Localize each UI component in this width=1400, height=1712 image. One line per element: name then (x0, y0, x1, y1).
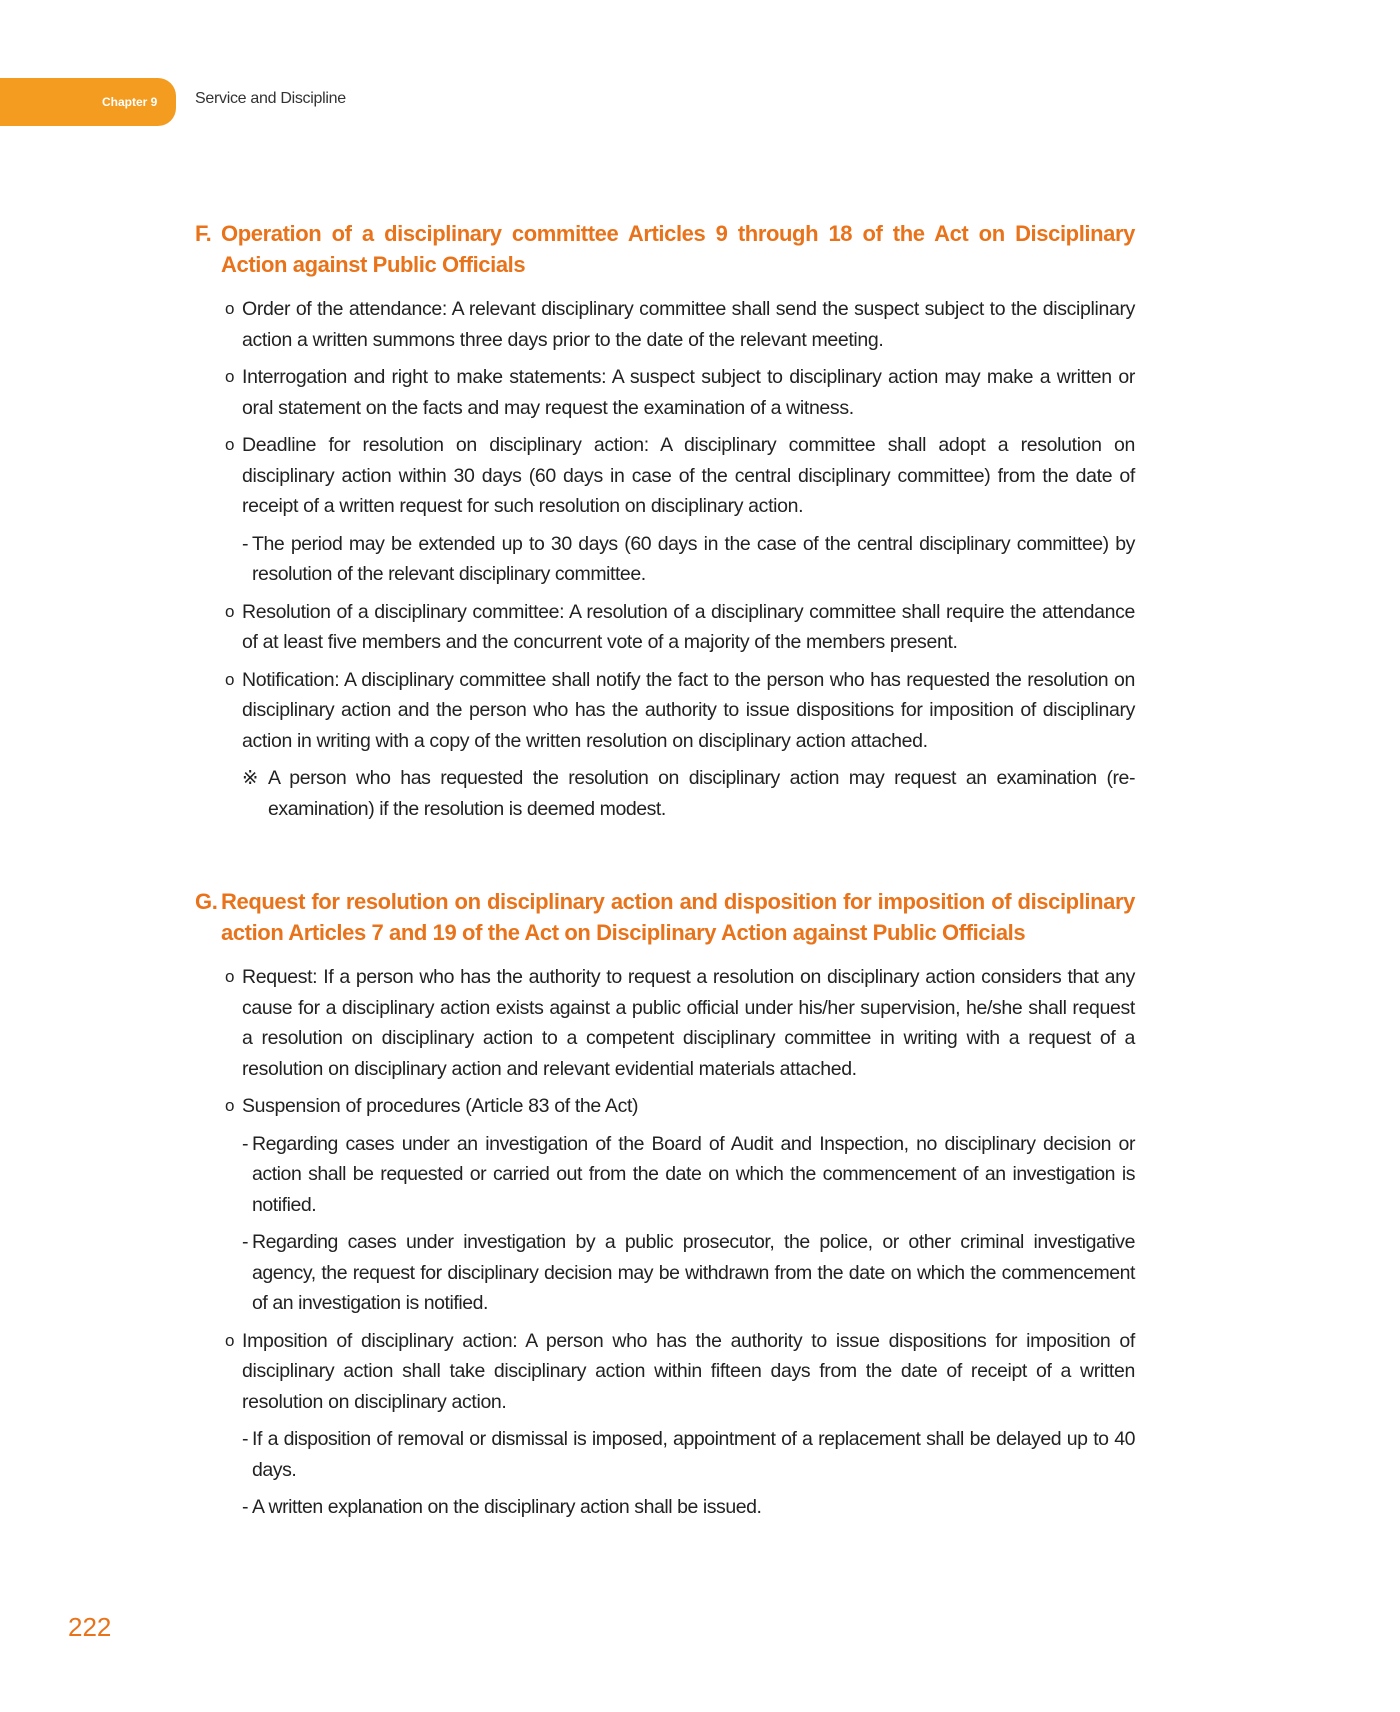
note-item (242, 763, 1135, 824)
list-item-text: Order of the attendance: A relevant disciplinary committee shall send the suspect subject to the disciplinary action a written summons three days prior to the date of the relevant meeting. (242, 298, 1135, 351)
sub-item (242, 1129, 1135, 1221)
sub-item-text: Regarding cases under investigation by a public prosecutor, the police, or other criminal investigative agency, the request for disciplinary decision may be withdrawn from the date on which the commencement of an investigation is notified. (252, 1231, 1135, 1314)
list-item (225, 597, 1135, 658)
sub-item-text: If a disposition of removal or dismissal is imposed, appointment of a replacement shall be delayed up to 40 days. (252, 1428, 1135, 1481)
dash-marker: - (242, 1496, 249, 1518)
page-number: 222 (68, 1612, 112, 1642)
list-item (225, 665, 1135, 757)
section-letter: F. (195, 221, 212, 246)
bullet-circle-icon: o (225, 1330, 235, 1350)
dash-marker: - (242, 1231, 249, 1253)
note-text: A person who has requested the resolution on disciplinary action may request an examination (re-examination) if the resolution is deemed modest. (268, 767, 1135, 820)
sub-item (242, 1492, 1135, 1523)
bullet-circle-icon: o (225, 669, 235, 689)
sub-item-text: Regarding cases under an investigation of the Board of Audit and Inspection, no disciplinary decision or action shall be requested or carried out from the date on which the commencement of an investigation is notified. (252, 1132, 1135, 1216)
section-g (195, 886, 1135, 1523)
dash-marker: - (242, 1132, 249, 1155)
reference-mark-icon: ※ (242, 767, 258, 789)
bullet-circle-icon: o (225, 435, 235, 454)
page-content (195, 218, 1135, 1530)
section-f (195, 218, 1135, 824)
bullet-circle-icon: o (225, 1096, 235, 1115)
dash-marker: - (242, 1428, 249, 1450)
section-letter: G. (195, 889, 218, 914)
dash-marker: - (242, 532, 249, 555)
section-heading (195, 218, 1135, 280)
list-item-text: Resolution of a disciplinary committee: A resolution of a disciplinary committee shall require the attendance of at least five members and the concurrent vote of a majority of the members present. (242, 600, 1135, 653)
list-item-text: Notification: A disciplinary committee shall notify the fact to the person who has requested the resolution on disciplinary action and the person who has the authority to issue dispositions for imposition of disciplinary action in writing with a copy of the written resolution on disciplinary action attached. (242, 668, 1135, 752)
bullet-circle-icon: o (225, 601, 235, 621)
sub-item (242, 1424, 1135, 1485)
bullet-circle-icon: o (225, 967, 235, 986)
bullet-circle-icon: o (225, 299, 235, 318)
list-item-text: Deadline for resolution on disciplinary action: A disciplinary committee shall adopt a resolution on disciplinary action within 30 days (60 days in case of the central disciplinary committee) from the date of receipt of a written request for such resolution on disciplinary action. (242, 434, 1135, 517)
sub-item (242, 1227, 1135, 1319)
sub-item-text: A written explanation on the disciplinary action shall be issued. (252, 1496, 762, 1518)
list-item-text: Suspension of procedures (Article 83 of the Act) (242, 1095, 639, 1117)
section-heading (195, 886, 1135, 948)
bullet-circle-icon: o (225, 367, 235, 386)
list-item (225, 962, 1135, 1084)
section-heading-text: Request for resolution on disciplinary action and disposition for imposition of disciplinary action Articles 7 and 19 of the Act on Disciplinary Action against Public Officials (221, 889, 1135, 945)
list-item (225, 362, 1135, 423)
chapter-title: Service and Discipline (195, 90, 346, 107)
list-item (225, 1326, 1135, 1418)
list-item (225, 294, 1135, 355)
sub-item (242, 529, 1135, 590)
list-item (225, 430, 1135, 522)
list-item-text: Request: If a person who has the authority to request a resolution on disciplinary action considers that any cause for a disciplinary action exists against a public official under his/her supervision, he/she shall request a resolution on disciplinary action to a competent disciplinary committee in writing with a request of a resolution on disciplinary action and relevant evidential materials attached. (242, 966, 1135, 1080)
sub-item-text: The period may be extended up to 30 days (60 days in the case of the central disciplinary committee) by resolution of the relevant disciplinary committee. (252, 532, 1135, 585)
list-item (225, 1091, 1135, 1122)
list-item-text: Interrogation and right to make statements: A suspect subject to disciplinary action may make a written or oral statement on the facts and may request the examination of a witness. (242, 366, 1135, 419)
chapter-label: Chapter 9 (102, 95, 158, 109)
chapter-tab (0, 78, 176, 126)
section-heading-text: Operation of a disciplinary committee Articles 9 through 18 of the Act on Disciplinary Action against Public Officials (221, 221, 1135, 277)
list-item-text: Imposition of disciplinary action: A person who has the authority to issue dispositions for imposition of disciplinary action shall take disciplinary action within fifteen days from the date of receipt of a written resolution on disciplinary action. (242, 1329, 1135, 1413)
